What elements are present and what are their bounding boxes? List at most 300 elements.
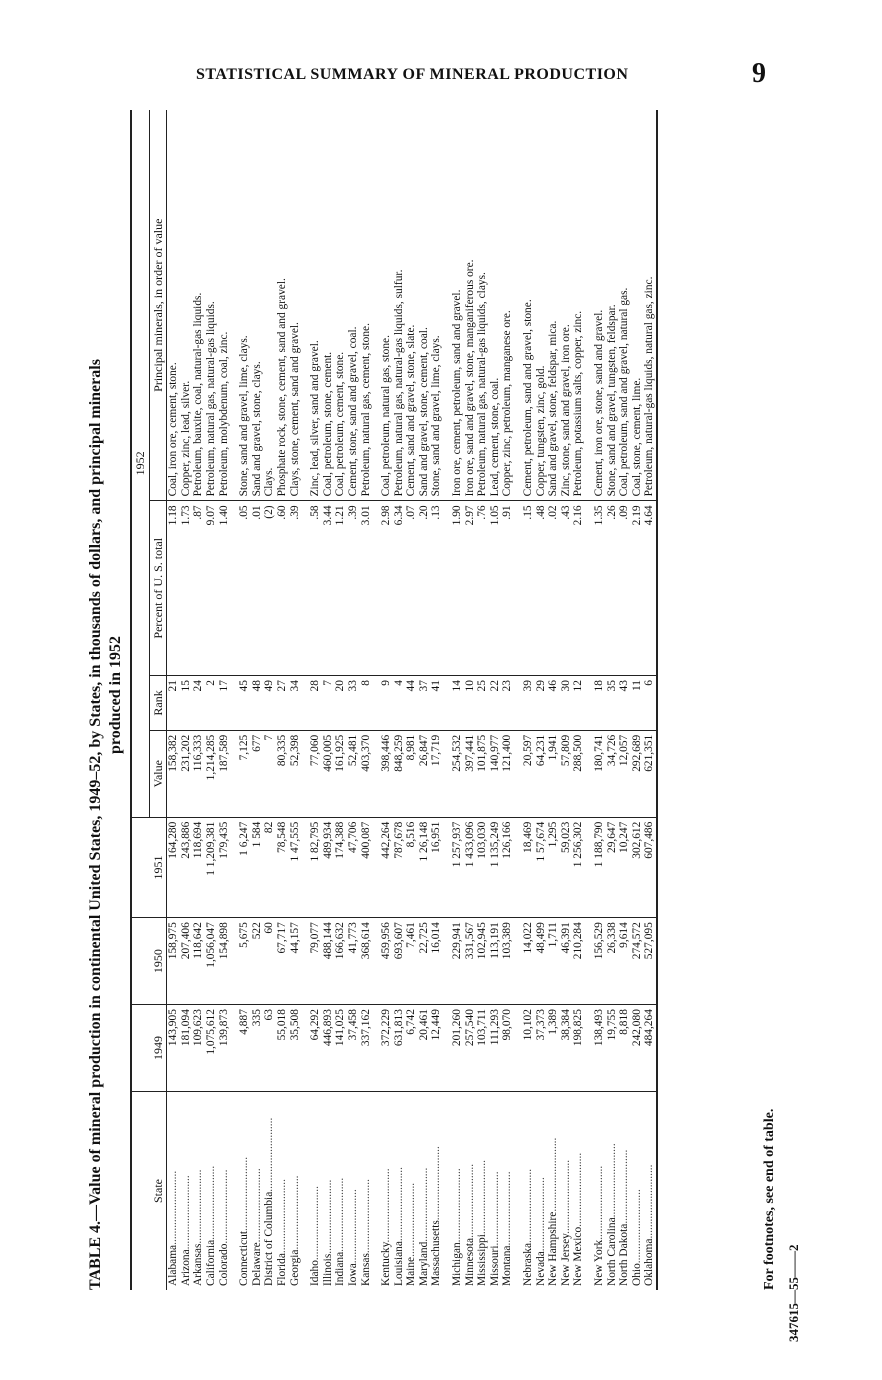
value-1950-cell: 488,144 [322,918,335,1005]
rank-cell: 49 [263,676,276,731]
value-1951-cell: 1 1,209,381 [205,817,218,918]
header-1951: 1951 [131,817,167,918]
value-1952-cell: 20,597 [522,730,535,817]
value-1949-cell: 141,025 [334,1005,347,1092]
value-1949-cell: 139,873 [218,1005,231,1092]
minerals-cell: Petroleum, natural gas, natural-gas liquids, clays. [476,110,489,501]
minerals-cell: Lead, cement, stone, coal. [489,110,502,501]
rank-cell: 7 [322,676,335,731]
value-1950-cell: 118,642 [192,918,205,1005]
percent-cell: .15 [522,501,535,676]
value-1950-cell: 67,717 [276,918,289,1005]
row-spacer [372,110,380,1290]
caption-line-2: produced in 1952 [107,636,124,754]
rank-cell: 25 [476,676,489,731]
value-1952-cell: 848,259 [393,730,406,817]
footnote-reference: For footnotes, see end of table. [762,1108,777,1290]
value-1949-cell: 201,260 [451,1005,464,1092]
value-1952-cell: 26,847 [418,730,431,817]
minerals-cell: Petroleum, natural gas, cement, stone. [360,110,373,501]
state-cell: Maine.......................... [405,1182,418,1286]
state-cell: Colorado.......................... [217,1169,230,1286]
percent-cell: 9.07 [205,501,218,676]
rank-cell: 4 [393,676,406,731]
value-1950-cell: 26,338 [606,918,619,1005]
rank-cell: 15 [180,676,193,731]
state-cell: Alabama.......................... [167,1170,180,1286]
value-1951-cell: 1 584 [251,817,264,918]
value-1951-cell: 787,678 [393,817,406,918]
percent-cell: .58 [309,501,322,676]
value-1949-cell: 372,229 [380,1005,393,1092]
value-1952-cell: 677 [251,730,264,817]
percent-cell: 1.40 [218,501,231,676]
value-1949-cell: 6,742 [405,1005,418,1092]
percent-cell: 3.01 [360,501,373,676]
table-row [289,110,302,1290]
minerals-cell: Petroleum, molybdenum, coal, zinc. [218,110,231,501]
table-row [167,110,180,1290]
minerals-cell: Coal, iron ore, cement, stone. [167,110,180,501]
value-1952-cell: 64,231 [535,730,548,817]
table-row [218,110,231,1290]
value-1949-cell: 19,755 [606,1005,619,1092]
table-row [180,110,193,1290]
value-1951-cell: 1 256,302 [572,817,585,918]
percent-cell: .87 [192,501,205,676]
rank-cell: 28 [309,676,322,731]
caption-line-1: TABLE 4.—Value of mineral production in continental United States, 1949–52, by States, in thousands of dollars, and principal minerals [87,359,104,1290]
value-1951-cell: 302,612 [631,817,644,918]
table-row [476,110,489,1290]
value-1949-cell: 98,070 [501,1005,514,1092]
table-row [238,110,251,1290]
table-row [451,110,464,1290]
value-1952-cell: 161,925 [334,730,347,817]
value-1951-cell: 78,548 [276,817,289,918]
value-1949-cell: 8,818 [618,1005,631,1092]
value-1951-cell: 1 82,795 [309,817,322,918]
row-spacer [443,110,451,1290]
value-1949-cell: 138,493 [593,1005,606,1092]
state-cell: New York.......................... [593,1165,605,1286]
value-1949-cell: 109,623 [192,1005,205,1092]
value-1950-cell: 522 [251,918,264,1005]
state-cell: Connecticut.......................... [238,1156,251,1286]
row-spacer [301,110,309,1290]
value-1951-cell: 400,087 [360,817,373,918]
state-cell: Minnesota.......................... [463,1163,476,1286]
table-row [643,110,657,1290]
value-1951-cell: 1 57,674 [535,817,548,918]
minerals-cell: Cement, stone, sand and gravel, coal. [347,110,360,501]
table-row [205,110,218,1290]
state-cell: New Mexico.......................... [572,1152,585,1286]
value-1950-cell: 22,725 [418,918,431,1005]
state-cell: Missouri.......................... [488,1171,501,1286]
rank-cell: 6 [643,676,657,731]
value-1949-cell: 111,293 [489,1005,502,1092]
minerals-cell: Petroleum, bauxite, coal, natural-gas liquids. [192,110,205,501]
value-1951-cell: 174,388 [334,817,347,918]
minerals-cell: Petroleum, natural gas, natural-gas liquids. [205,110,218,501]
value-1949-cell: 63 [263,1005,276,1092]
value-1950-cell: 48,499 [535,918,548,1005]
percent-cell: .09 [618,501,631,676]
minerals-cell: Copper, zinc, lead, silver. [180,110,193,501]
table-row [360,110,373,1290]
value-1952-cell: 8,981 [405,730,418,817]
value-1949-cell: 1,389 [547,1005,560,1092]
minerals-cell: Copper, zinc, petroleum, manganese ore. [501,110,514,501]
value-1949-cell: 64,292 [309,1005,322,1092]
value-1952-cell: 34,726 [606,730,619,817]
state-cell: Idaho.......................... [309,1186,322,1286]
value-1949-cell: 1,075,612 [205,1005,218,1092]
minerals-cell: Coal, petroleum, cement, stone. [334,110,347,501]
value-1950-cell: 16,014 [430,918,443,1005]
table-row [251,110,264,1290]
minerals-cell: Coal, petroleum, sand and gravel, natural gas. [618,110,631,501]
value-1952-cell: 77,060 [309,730,322,817]
value-1952-cell: 12,057 [618,730,631,817]
rank-cell: 9 [380,676,393,731]
value-1950-cell: 5,675 [238,918,251,1005]
percent-cell: 1.90 [451,501,464,676]
value-1951-cell: 164,280 [167,817,180,918]
state-cell: Nebraska.......................... [522,1168,535,1286]
state-cell: Kentucky.......................... [380,1168,393,1286]
value-1952-cell: 621,351 [643,730,657,817]
rank-cell: 22 [489,676,502,731]
minerals-cell: Clays, stone, cement, sand and gravel. [289,110,302,501]
value-1950-cell: 113,191 [489,918,502,1005]
percent-cell: 3.44 [322,501,335,676]
minerals-cell: Coal, stone, cement, lime. [631,110,644,501]
value-1950-cell: 207,406 [180,918,193,1005]
value-1950-cell: 166,632 [334,918,347,1005]
value-1951-cell: 47,706 [347,817,360,918]
state-cell: Michigan.......................... [451,1168,464,1286]
value-1952-cell: 1,214,285 [205,730,218,817]
state-cell: California.......................... [204,1165,217,1286]
header-1952: 1952 [131,110,149,817]
value-1949-cell: 20,461 [418,1005,431,1092]
value-1952-cell: 57,809 [560,730,573,817]
rank-cell: 23 [501,676,514,731]
state-cell: District of Columbia.......................... [263,1117,276,1286]
table-row [334,110,347,1290]
percent-cell: .02 [547,501,560,676]
value-1950-cell: 103,389 [501,918,514,1005]
value-1950-cell: 368,614 [360,918,373,1005]
state-cell: Massachusetts.......................... [430,1146,443,1286]
rank-cell: 18 [593,676,606,731]
header-value: Value [149,730,167,817]
percent-cell: 1.21 [334,501,347,676]
value-1952-cell: 17,719 [430,730,443,817]
rank-cell: 12 [572,676,585,731]
percent-cell: .01 [251,501,264,676]
value-1950-cell: 156,529 [593,918,606,1005]
minerals-cell: Coal, petroleum, natural gas, stone. [380,110,393,501]
state-cell: North Carolina.......................... [605,1143,618,1286]
rank-cell: 48 [251,676,264,731]
percent-cell: 1.73 [180,501,193,676]
value-1951-cell: 18,469 [522,817,535,918]
rotated-table-block [86,100,801,1342]
value-1952-cell: 292,689 [631,730,644,817]
value-1952-cell: 288,500 [572,730,585,817]
value-1952-cell: 121,400 [501,730,514,817]
value-1949-cell: 12,449 [430,1005,443,1092]
table-row [489,110,502,1290]
value-1951-cell: 82 [263,817,276,918]
value-1949-cell: 257,540 [464,1005,477,1092]
value-1949-cell: 198,825 [572,1005,585,1092]
percent-cell: (2) [263,501,276,676]
state-cell: New Hampshire.......................... [547,1137,560,1286]
value-1952-cell: 140,977 [489,730,502,817]
value-1949-cell: 337,162 [360,1005,373,1092]
state-cell: Arkansas.......................... [192,1169,205,1286]
table-row [309,110,322,1290]
value-1950-cell: 14,022 [522,918,535,1005]
value-1949-cell: 55,018 [276,1005,289,1092]
rank-cell: 8 [360,676,373,731]
table-row [393,110,406,1290]
value-1951-cell: 179,435 [218,817,231,918]
value-1950-cell: 46,391 [560,918,573,1005]
rank-cell: 44 [405,676,418,731]
state-cell: Nevada.......................... [534,1177,547,1286]
value-1951-cell: 1 26,148 [418,817,431,918]
mineral-production-table [130,110,658,1290]
value-1950-cell: 1,711 [547,918,560,1005]
table-row [322,110,335,1290]
state-cell: North Dakota.......................... [618,1149,631,1286]
table-row [522,110,535,1290]
value-1951-cell: 243,886 [180,817,193,918]
value-1950-cell: 154,898 [218,918,231,1005]
table-row [418,110,431,1290]
value-1951-cell: 126,166 [501,817,514,918]
percent-cell: .05 [238,501,251,676]
value-1949-cell: 37,373 [535,1005,548,1092]
value-1951-cell: 16,951 [430,817,443,918]
percent-cell: .20 [418,501,431,676]
table-row [535,110,548,1290]
rank-cell: 21 [167,676,180,731]
state-cell: Illinois.......................... [321,1179,334,1286]
state-cell: Ohio.......................... [630,1189,643,1286]
value-1950-cell: 41,773 [347,918,360,1005]
state-cell: Maryland.......................... [417,1167,430,1286]
value-1950-cell: 527,095 [643,918,657,1005]
minerals-cell: Stone, sand and gravel, tungsten, feldspar. [606,110,619,501]
percent-cell: .76 [476,501,489,676]
minerals-cell: Phosphate rock, stone, cement, sand and gravel. [276,110,289,501]
value-1951-cell: 1,295 [547,817,560,918]
percent-cell: .39 [347,501,360,676]
header-1950: 1950 [131,918,167,1005]
table-row [464,110,477,1290]
percent-cell: 2.98 [380,501,393,676]
minerals-cell: Copper, tungsten, zinc, gold. [535,110,548,501]
minerals-cell: Clays. [263,110,276,501]
table-row [405,110,418,1290]
table-row [547,110,560,1290]
rank-cell: 2 [205,676,218,731]
rank-cell: 37 [418,676,431,731]
value-1952-cell: 460,005 [322,730,335,817]
value-1950-cell: 274,572 [631,918,644,1005]
state-cell: Montana.......................... [501,1171,514,1286]
value-1951-cell: 8,516 [405,817,418,918]
value-1951-cell: 29,647 [606,817,619,918]
value-1949-cell: 484,264 [643,1005,657,1092]
value-1949-cell: 631,813 [393,1005,406,1092]
percent-cell: 1.05 [489,501,502,676]
percent-cell: 1.18 [167,501,180,676]
value-1951-cell: 103,030 [476,817,489,918]
rank-cell: 14 [451,676,464,731]
minerals-cell: Cement, iron ore, stone, sand and gravel. [593,110,606,501]
percent-cell: 6.34 [393,501,406,676]
minerals-cell: Coal, petroleum, stone, cement. [322,110,335,501]
header-percent: Percent of U. S. total [149,501,167,676]
value-1950-cell: 210,284 [572,918,585,1005]
table-row [347,110,360,1290]
minerals-cell: Zinc, lead, silver, sand and gravel. [309,110,322,501]
value-1949-cell: 143,905 [167,1005,180,1092]
header-1949: 1949 [131,1005,167,1092]
percent-cell: .39 [289,501,302,676]
value-1952-cell: 52,481 [347,730,360,817]
state-cell: Iowa.......................... [346,1189,359,1286]
table-row [560,110,573,1290]
page-number: 9 [752,58,766,89]
table-row [501,110,514,1290]
value-1952-cell: 397,441 [464,730,477,817]
minerals-cell: Cement, petroleum, sand and gravel, stone. [522,110,535,501]
value-1952-cell: 1,941 [547,730,560,817]
value-1949-cell: 103,711 [476,1005,489,1092]
value-1949-cell: 446,893 [322,1005,335,1092]
value-1952-cell: 7,125 [238,730,251,817]
state-cell: Kansas.......................... [359,1179,372,1286]
minerals-cell: Petroleum, natural gas, natural-gas liquids, sulfur. [393,110,406,501]
rank-cell: 43 [618,676,631,731]
table-row [430,110,443,1290]
state-cell: Oklahoma.......................... [643,1092,657,1291]
value-1949-cell: 38,384 [560,1005,573,1092]
rank-cell: 27 [276,676,289,731]
printer-slug: 347615—55——2 [786,1244,801,1342]
percent-cell: 2.16 [572,501,585,676]
value-1950-cell: 1,056,047 [205,918,218,1005]
table-row [380,110,393,1290]
minerals-cell: Sand and gravel, stone, feldspar, mica. [547,110,560,501]
table-body [167,110,657,1290]
value-1950-cell: 60 [263,918,276,1005]
header-minerals: Principal minerals, in order of value [149,110,167,501]
state-cell: Delaware.......................... [250,1168,263,1286]
value-1951-cell: 10,247 [618,817,631,918]
rank-cell: 39 [522,676,535,731]
value-1952-cell: 180,741 [593,730,606,817]
rank-cell: 33 [347,676,360,731]
value-1952-cell: 403,370 [360,730,373,817]
value-1951-cell: 1 135,249 [489,817,502,918]
header-rank: Rank [149,676,167,731]
value-1950-cell: 158,975 [167,918,180,1005]
rank-cell: 45 [238,676,251,731]
value-1951-cell: 607,486 [643,817,657,918]
value-1952-cell: 52,398 [289,730,302,817]
minerals-cell: Petroleum, natural-gas liquids, natural gas, zinc. [643,110,657,501]
value-1952-cell: 116,333 [192,730,205,817]
table-row [593,110,606,1290]
value-1949-cell: 35,508 [289,1005,302,1092]
row-spacer [230,110,238,1290]
value-1950-cell: 44,157 [289,918,302,1005]
value-1949-cell: 335 [251,1005,264,1092]
table-row [572,110,585,1290]
value-1952-cell: 80,335 [276,730,289,817]
value-1949-cell: 181,094 [180,1005,193,1092]
state-cell: Georgia.......................... [288,1175,301,1286]
value-1952-cell: 187,589 [218,730,231,817]
value-1951-cell: 1 6,247 [238,817,251,918]
row-spacer [514,110,522,1290]
value-1952-cell: 231,202 [180,730,193,817]
value-1952-cell: 398,446 [380,730,393,817]
header-state: State [131,1092,167,1291]
value-1950-cell: 693,607 [393,918,406,1005]
value-1952-cell: 7 [263,730,276,817]
value-1949-cell: 37,458 [347,1005,360,1092]
value-1952-cell: 158,382 [167,730,180,817]
minerals-cell: Petroleum, potassium salts, copper, zinc. [572,110,585,501]
value-1950-cell: 331,567 [464,918,477,1005]
minerals-cell: Sand and gravel, stone, cement, coal. [418,110,431,501]
rank-cell: 41 [430,676,443,731]
rank-cell: 29 [535,676,548,731]
rank-cell: 17 [218,676,231,731]
minerals-cell: Zinc, stone, sand and gravel, iron ore. [560,110,573,501]
value-1951-cell: 442,264 [380,817,393,918]
rank-cell: 10 [464,676,477,731]
rank-cell: 24 [192,676,205,731]
table-row [606,110,619,1290]
minerals-cell: Stone, sand and gravel, lime, clays. [430,110,443,501]
rank-cell: 46 [547,676,560,731]
value-1949-cell: 10,102 [522,1005,535,1092]
percent-cell: 4.64 [643,501,657,676]
value-1950-cell: 9,614 [618,918,631,1005]
minerals-cell: Stone, sand and gravel, lime, clays. [238,110,251,501]
rank-cell: 11 [631,676,644,731]
minerals-cell: Sand and gravel, stone, clays. [251,110,264,501]
state-cell: New Jersey.......................... [559,1159,572,1286]
value-1951-cell: 118,694 [192,817,205,918]
running-head: STATISTICAL SUMMARY OF MINERAL PRODUCTION [196,66,629,83]
percent-cell: .48 [535,501,548,676]
value-1951-cell: 1 433,096 [464,817,477,918]
percent-cell: .13 [430,501,443,676]
value-1950-cell: 79,077 [309,918,322,1005]
